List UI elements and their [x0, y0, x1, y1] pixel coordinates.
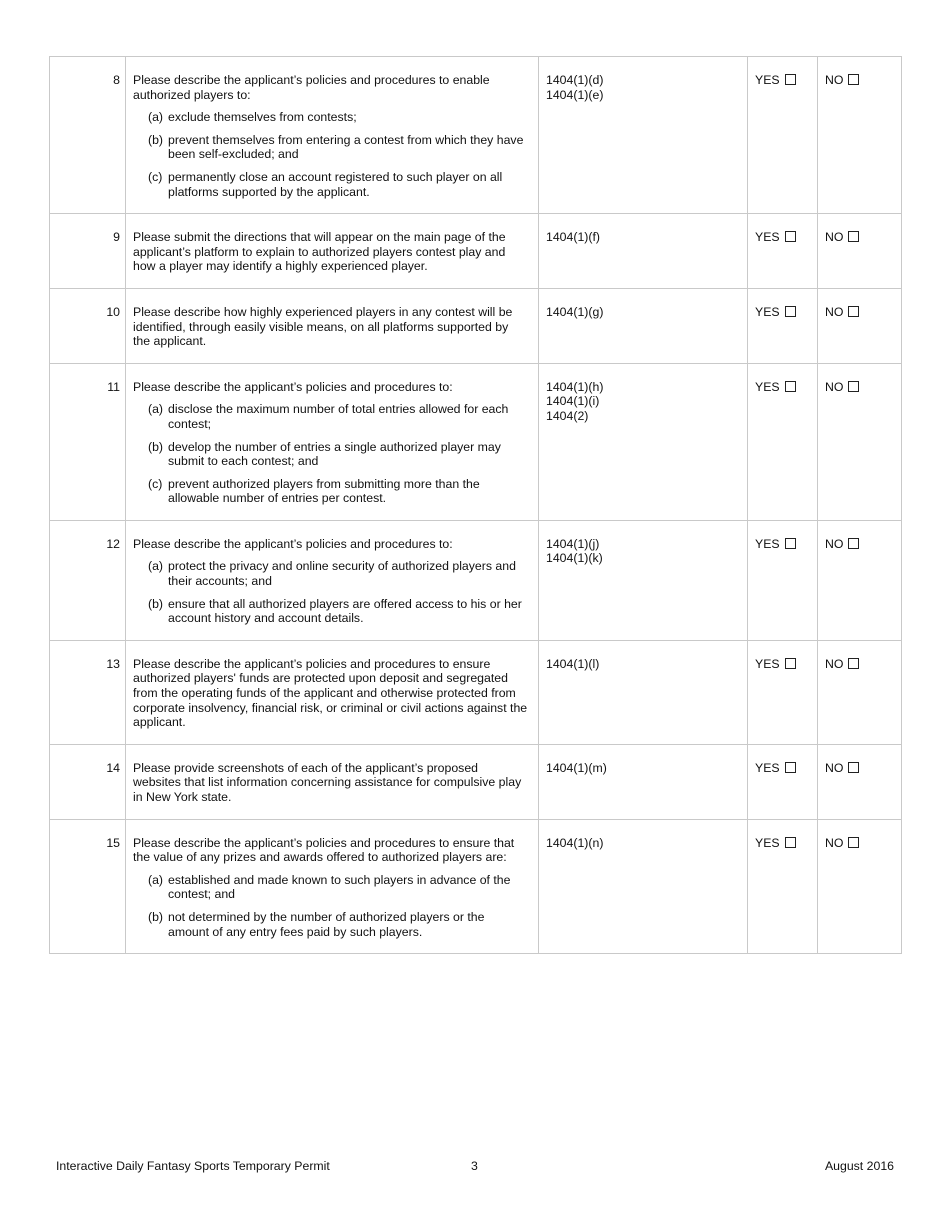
requirement-description [126, 640, 539, 744]
table-row [50, 214, 902, 289]
requirement-intro: Please provide screenshots of each of the applicant’s proposed websites that list information concerning assistance for compulsive play in New York state. [133, 760, 522, 804]
requirement-description [126, 819, 539, 954]
requirement-subitem [148, 477, 528, 506]
requirement-description [126, 520, 539, 640]
yes-cell [748, 819, 818, 954]
statute-references [539, 520, 748, 640]
no-option[interactable] [825, 761, 859, 775]
subitem-text: prevent authorized players from submitting more than the allowable number of entries per contest. [168, 476, 480, 506]
requirement-description [126, 214, 539, 289]
yes-cell [748, 57, 818, 214]
no-cell [818, 363, 902, 520]
subitem-label: (b) [148, 439, 164, 454]
statute-references [539, 214, 748, 289]
table-row [50, 819, 902, 954]
statute-reference: 1404(1)(h) [546, 379, 604, 394]
yes-option[interactable] [755, 761, 796, 775]
no-label: NO [825, 230, 844, 245]
table-row [50, 288, 902, 363]
requirements-table [49, 56, 902, 954]
yes-cell [748, 214, 818, 289]
yes-label: YES [755, 304, 780, 319]
statute-references [539, 744, 748, 819]
requirement-intro: Please describe how highly experienced players in any contest will be identified, through easily visible means, on all platforms supported by the applicant. [133, 304, 513, 349]
page-footer [56, 1159, 894, 1175]
subitem-label: (a) [148, 110, 164, 125]
no-checkbox[interactable] [848, 837, 859, 848]
no-checkbox[interactable] [848, 231, 859, 242]
statute-reference: 1404(1)(f) [546, 230, 600, 245]
table-row [50, 520, 902, 640]
row-number: 8 [50, 57, 126, 214]
subitem-label: (b) [148, 132, 164, 147]
no-cell [818, 288, 902, 363]
no-cell [818, 640, 902, 744]
yes-checkbox[interactable] [785, 306, 796, 317]
yes-checkbox[interactable] [785, 74, 796, 85]
subitem-label: (b) [148, 596, 164, 611]
footer-date: August 2016 [824, 1159, 894, 1173]
yes-checkbox[interactable] [785, 837, 796, 848]
requirement-intro: Please describe the applicant’s policies and procedures to enable authorized players to: [133, 73, 490, 102]
requirement-subitem [148, 133, 528, 162]
row-number: 12 [50, 520, 126, 640]
subitem-label: (a) [148, 872, 164, 887]
yes-checkbox[interactable] [785, 381, 796, 392]
yes-cell [748, 363, 818, 520]
statute-reference: 1404(1)(i) [546, 394, 600, 409]
yes-option[interactable] [755, 73, 796, 87]
yes-cell [748, 520, 818, 640]
requirement-intro: Please describe the applicant’s policies and procedures to: [133, 379, 453, 394]
subitem-label: (c) [148, 169, 163, 184]
requirement-description [126, 363, 539, 520]
yes-label: YES [755, 230, 780, 245]
no-checkbox[interactable] [848, 538, 859, 549]
subitem-text: ensure that all authorized players are offered access to his or her account history and account details. [168, 596, 522, 626]
statute-references [539, 640, 748, 744]
no-checkbox[interactable] [848, 658, 859, 669]
no-label: NO [825, 304, 844, 319]
no-label: NO [825, 379, 844, 394]
requirement-subitem [148, 873, 528, 902]
requirement-description [126, 744, 539, 819]
subitem-text: exclude themselves from contests; [168, 110, 357, 125]
yes-checkbox[interactable] [785, 658, 796, 669]
no-option[interactable] [825, 537, 859, 551]
requirement-intro: Please submit the directions that will appear on the main page of the applicant’s platform to explain to authorized players contest play and how a player may identify a highly experienced player. [133, 230, 506, 274]
yes-label: YES [755, 760, 780, 775]
statute-reference: 1404(1)(e) [546, 87, 604, 102]
yes-cell [748, 744, 818, 819]
row-number: 14 [50, 744, 126, 819]
statute-references [539, 819, 748, 954]
subitem-label: (a) [148, 402, 164, 417]
statute-reference: 1404(1)(d) [546, 73, 604, 87]
statute-references [539, 363, 748, 520]
yes-cell [748, 288, 818, 363]
requirement-subitem [148, 170, 528, 199]
yes-label: YES [755, 73, 780, 87]
table-row [50, 640, 902, 744]
statute-reference: 1404(1)(j) [546, 536, 600, 551]
footer-form-title: Interactive Daily Fantasy Sports Temporary Permit [56, 1159, 330, 1173]
statute-references [539, 288, 748, 363]
row-number: 13 [50, 640, 126, 744]
statute-reference: 1404(1)(g) [546, 304, 604, 319]
yes-checkbox[interactable] [785, 231, 796, 242]
requirement-description [126, 288, 539, 363]
requirement-subitem [148, 597, 528, 626]
requirement-subitem [148, 910, 528, 939]
statute-reference: 1404(1)(k) [546, 551, 603, 566]
subitem-text: protect the privacy and online security of authorized players and their accounts; and [168, 559, 516, 589]
row-number: 9 [50, 214, 126, 289]
yes-option[interactable] [755, 537, 796, 551]
yes-option[interactable] [755, 657, 796, 671]
no-checkbox[interactable] [848, 762, 859, 773]
no-label: NO [825, 73, 844, 87]
no-option[interactable] [825, 305, 859, 319]
no-label: NO [825, 760, 844, 775]
yes-option[interactable] [755, 230, 796, 244]
yes-label: YES [755, 656, 780, 671]
subitem-label: (b) [148, 909, 164, 924]
requirement-subitem [148, 559, 528, 588]
no-label: NO [825, 835, 844, 850]
requirement-subitem [148, 402, 528, 431]
yes-cell [748, 640, 818, 744]
no-label: NO [825, 536, 844, 551]
subitem-text: permanently close an account registered to such player on all platforms supported by the applicant. [168, 169, 503, 199]
no-cell [818, 819, 902, 954]
yes-option[interactable] [755, 305, 796, 319]
no-checkbox[interactable] [848, 74, 859, 85]
no-option[interactable] [825, 657, 859, 671]
no-option[interactable] [825, 230, 859, 244]
yes-checkbox[interactable] [785, 538, 796, 549]
row-number: 15 [50, 819, 126, 954]
subitem-text: not determined by the number of authorized players or the amount of any entry fees paid by such players. [168, 909, 485, 939]
statute-references [539, 57, 748, 214]
requirements-table-body [50, 57, 902, 954]
no-label: NO [825, 656, 844, 671]
subitem-label: (a) [148, 559, 164, 574]
statute-reference: 1404(1)(m) [546, 760, 607, 775]
subitem-text: established and made known to such players in advance of the contest; and [168, 872, 511, 902]
yes-label: YES [755, 536, 780, 551]
yes-option[interactable] [755, 380, 796, 394]
statute-reference: 1404(2) [546, 408, 589, 423]
requirement-description [126, 57, 539, 214]
row-number: 11 [50, 363, 126, 520]
row-number: 10 [50, 288, 126, 363]
no-cell [818, 744, 902, 819]
no-cell [818, 214, 902, 289]
yes-option[interactable] [755, 836, 796, 850]
yes-label: YES [755, 835, 780, 850]
no-checkbox[interactable] [848, 306, 859, 317]
requirement-intro: Please describe the applicant’s policies and procedures to: [133, 536, 453, 551]
subitem-text: develop the number of entries a single authorized player may submit to each contest; and [168, 439, 501, 469]
yes-checkbox[interactable] [785, 762, 796, 773]
yes-label: YES [755, 379, 780, 394]
requirement-intro: Please describe the applicant’s policies and procedures to ensure authorized players' funds are protected upon deposit and segregated from the operating funds of the applicant and otherwise protected from corporate insolvency, financial risk, or criminal or civil actions against the applicant. [133, 656, 528, 730]
table-row [50, 57, 902, 214]
no-option[interactable] [825, 73, 859, 87]
requirement-subitem [148, 440, 528, 469]
requirement-subitem [148, 110, 528, 125]
table-row [50, 363, 902, 520]
footer-page-number: 3 [471, 1159, 478, 1173]
subitem-label: (c) [148, 476, 163, 491]
table-row [50, 744, 902, 819]
subitem-text: prevent themselves from entering a contest from which they have been self-excluded; and [168, 132, 524, 162]
no-option[interactable] [825, 836, 859, 850]
subitem-text: disclose the maximum number of total entries allowed for each contest; [168, 402, 509, 431]
requirement-intro: Please describe the applicant’s policies and procedures to ensure that the value of any prizes and awards offered to authorized players are: [133, 835, 515, 865]
no-cell [818, 57, 902, 214]
no-checkbox[interactable] [848, 381, 859, 392]
no-option[interactable] [825, 380, 859, 394]
statute-reference: 1404(1)(l) [546, 656, 600, 671]
statute-reference: 1404(1)(n) [546, 835, 604, 850]
no-cell [818, 520, 902, 640]
